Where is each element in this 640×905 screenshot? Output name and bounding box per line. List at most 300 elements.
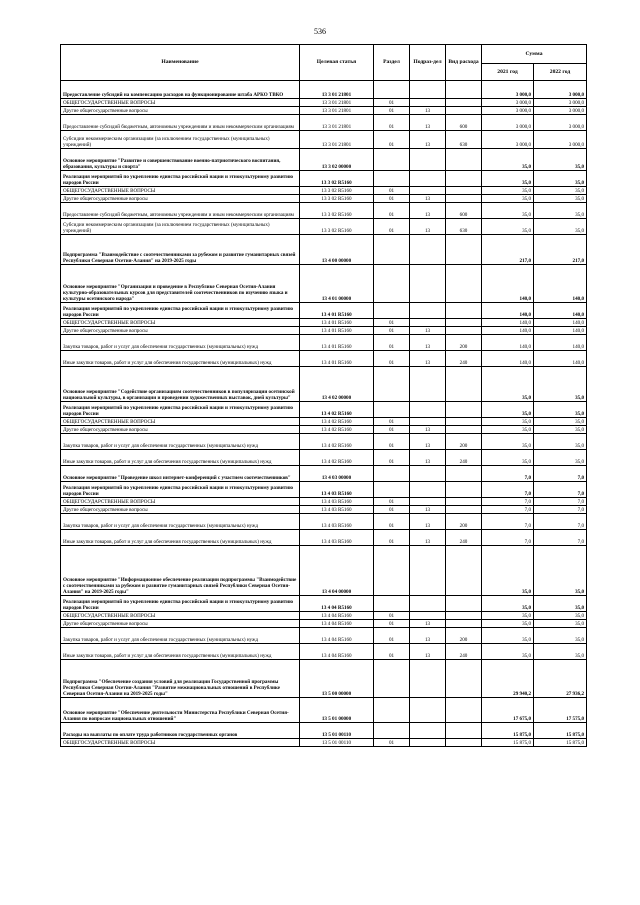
row-expense-type-cell bbox=[446, 187, 482, 195]
row-section-cell: 01 bbox=[374, 131, 410, 149]
row-sum-2021-cell: 35,0 bbox=[482, 620, 534, 628]
row-subsection-cell: 13 bbox=[410, 203, 446, 219]
row-sum-2021-cell: 3 000,0 bbox=[482, 131, 534, 149]
row-target-article-cell: 13 4 04 R5160 bbox=[300, 620, 374, 628]
row-sum-2021-cell: 7,0 bbox=[482, 530, 534, 546]
row-name-cell: Подпрограмма "Обеспечение создания условий для реализации Государственной программы Республики Северная Осетия-Алания "Развитие межнациональных отношений в Республике Северная Осетия-Алания на 2019-2025 годы" bbox=[61, 660, 300, 698]
row-expense-type-cell bbox=[446, 482, 482, 498]
row-sum-2021-cell: 140,0 bbox=[482, 327, 534, 335]
row-name-cell: Другие общегосударственные вопросы bbox=[61, 620, 300, 628]
table-row bbox=[61, 612, 587, 620]
row-section-cell: 01 bbox=[374, 612, 410, 620]
row-sum-2022-cell: 7,0 bbox=[534, 530, 587, 546]
row-section-cell bbox=[374, 149, 410, 171]
row-target-article-cell: 13 3 02 R5160 bbox=[300, 203, 374, 219]
row-expense-type-cell bbox=[446, 265, 482, 303]
row-name-cell: Основное мероприятие "Организация и проведение в Республике Северная Осетия-Алания культурно-образовательных курсов для представителей соотечественников по изучению языка и культуры осетинского народа" bbox=[61, 265, 300, 303]
row-subsection-cell bbox=[410, 187, 446, 195]
row-sum-2022-cell: 27 936,2 bbox=[534, 660, 587, 698]
row-sum-2022-cell: 7,0 bbox=[534, 514, 587, 530]
table-row bbox=[61, 149, 587, 171]
row-sum-2022-cell: 140,0 bbox=[534, 265, 587, 303]
row-section-cell: 01 bbox=[374, 203, 410, 219]
row-subsection-cell: 13 bbox=[410, 628, 446, 644]
table-row bbox=[61, 644, 587, 660]
row-section-cell: 01 bbox=[374, 195, 410, 203]
row-section-cell bbox=[374, 546, 410, 596]
row-expense-type-cell bbox=[446, 612, 482, 620]
row-sum-2022-cell: 7,0 bbox=[534, 506, 587, 514]
row-target-article-cell: 13 3 02 R5160 bbox=[300, 187, 374, 195]
row-expense-type-cell: 200 bbox=[446, 628, 482, 644]
row-sum-2022-cell: 35,0 bbox=[534, 203, 587, 219]
row-section-cell: 01 bbox=[374, 644, 410, 660]
row-subsection-cell: 13 bbox=[410, 450, 446, 466]
row-section-cell: 01 bbox=[374, 219, 410, 235]
row-subsection-cell bbox=[410, 265, 446, 303]
table-row bbox=[61, 514, 587, 530]
row-target-article-cell: 13 5 01 00110 bbox=[300, 723, 374, 739]
row-name-cell: Реализация мероприятий по укреплению единства российской нации и этнокультурному развитию народов России bbox=[61, 171, 300, 187]
row-sum-2021-cell: 35,0 bbox=[482, 612, 534, 620]
row-expense-type-cell bbox=[446, 620, 482, 628]
row-sum-2022-cell: 35,0 bbox=[534, 367, 587, 402]
row-target-article-cell: 13 4 04 R5160 bbox=[300, 628, 374, 644]
table-row bbox=[61, 131, 587, 149]
row-name-cell: Основное мероприятие "Содействие организациям соотечественников в популяризации осетинской национальной культуры, в организации и проведении художественных выставок, дней культуры" bbox=[61, 367, 300, 402]
row-name-cell: Основное мероприятие "Проведение школ интернет-конференций с участием соотечественников" bbox=[61, 466, 300, 482]
row-sum-2022-cell: 7,0 bbox=[534, 466, 587, 482]
row-sum-2021-cell: 35,0 bbox=[482, 426, 534, 434]
row-sum-2022-cell: 3 000,0 bbox=[534, 99, 587, 107]
row-name-cell: Другие общегосударственные вопросы bbox=[61, 506, 300, 514]
row-sum-2022-cell: 35,0 bbox=[534, 219, 587, 235]
row-sum-2022-cell: 140,0 bbox=[534, 335, 587, 351]
row-name-cell: Другие общегосударственные вопросы bbox=[61, 426, 300, 434]
row-target-article-cell: 13 4 04 00000 bbox=[300, 546, 374, 596]
row-name-cell: ОБЩЕГОСУДАРСТВЕННЫЕ ВОПРОСЫ bbox=[61, 418, 300, 426]
row-expense-type-cell: 240 bbox=[446, 351, 482, 367]
row-sum-2021-cell: 35,0 bbox=[482, 402, 534, 418]
row-section-cell bbox=[374, 402, 410, 418]
row-target-article-cell: 13 3 01 21801 bbox=[300, 99, 374, 107]
row-target-article-cell: 13 5 01 00000 bbox=[300, 698, 374, 723]
row-subsection-cell: 13 bbox=[410, 514, 446, 530]
row-subsection-cell bbox=[410, 612, 446, 620]
row-section-cell bbox=[374, 660, 410, 698]
row-section-cell bbox=[374, 81, 410, 99]
row-name-cell: ОБЩЕГОСУДАРСТВЕННЫЕ ВОПРОСЫ bbox=[61, 319, 300, 327]
row-target-article-cell: 13 4 03 R5160 bbox=[300, 506, 374, 514]
row-subsection-cell bbox=[410, 171, 446, 187]
table-row bbox=[61, 187, 587, 195]
row-name-cell: Закупка товаров, работ и услуг для обеспечения государственных (муниципальных) нужд bbox=[61, 514, 300, 530]
row-target-article-cell: 13 4 03 R5160 bbox=[300, 530, 374, 546]
row-expense-type-cell: 630 bbox=[446, 131, 482, 149]
row-subsection-cell bbox=[410, 418, 446, 426]
row-section-cell bbox=[374, 723, 410, 739]
row-section-cell: 01 bbox=[374, 620, 410, 628]
budget-table bbox=[60, 44, 587, 747]
table-row bbox=[61, 660, 587, 698]
row-section-cell: 01 bbox=[374, 187, 410, 195]
row-section-cell: 01 bbox=[374, 514, 410, 530]
row-name-cell: Расходы на выплаты по оплате труда работников государственных органов bbox=[61, 723, 300, 739]
row-subsection-cell bbox=[410, 660, 446, 698]
row-target-article-cell: 13 4 02 R5160 bbox=[300, 450, 374, 466]
row-expense-type-cell: 240 bbox=[446, 644, 482, 660]
table-row bbox=[61, 219, 587, 235]
table-row bbox=[61, 466, 587, 482]
table-row bbox=[61, 402, 587, 418]
row-expense-type-cell: 630 bbox=[446, 219, 482, 235]
row-subsection-cell bbox=[410, 149, 446, 171]
header-year-2022: 2022 год bbox=[534, 64, 587, 81]
row-expense-type-cell bbox=[446, 596, 482, 612]
row-sum-2021-cell: 140,0 bbox=[482, 303, 534, 319]
row-sum-2021-cell: 3 000,0 bbox=[482, 107, 534, 115]
row-subsection-cell: 13 bbox=[410, 426, 446, 434]
row-section-cell: 01 bbox=[374, 498, 410, 506]
row-sum-2022-cell: 35,0 bbox=[534, 187, 587, 195]
row-section-cell: 01 bbox=[374, 628, 410, 644]
row-sum-2021-cell: 140,0 bbox=[482, 265, 534, 303]
row-expense-type-cell bbox=[446, 698, 482, 723]
row-target-article-cell: 13 4 04 R5160 bbox=[300, 596, 374, 612]
row-sum-2021-cell: 17 675,0 bbox=[482, 698, 534, 723]
row-sum-2022-cell: 35,0 bbox=[534, 546, 587, 596]
row-target-article-cell: 13 4 02 R5160 bbox=[300, 418, 374, 426]
row-sum-2022-cell: 35,0 bbox=[534, 195, 587, 203]
row-section-cell: 01 bbox=[374, 115, 410, 131]
row-target-article-cell: 13 4 04 R5160 bbox=[300, 612, 374, 620]
row-section-cell bbox=[374, 265, 410, 303]
row-name-cell: ОБЩЕГОСУДАРСТВЕННЫЕ ВОПРОСЫ bbox=[61, 187, 300, 195]
row-name-cell: Субсидии некоммерческим организациям (за исключением государственных (муниципальных) учреждений) bbox=[61, 131, 300, 149]
row-sum-2022-cell: 217,0 bbox=[534, 235, 587, 265]
header-sum: Сумма bbox=[482, 45, 587, 64]
row-sum-2022-cell: 140,0 bbox=[534, 327, 587, 335]
row-section-cell: 01 bbox=[374, 739, 410, 747]
table-row bbox=[61, 530, 587, 546]
row-subsection-cell: 13 bbox=[410, 131, 446, 149]
row-expense-type-cell: 240 bbox=[446, 530, 482, 546]
table-row bbox=[61, 319, 587, 327]
row-sum-2022-cell: 35,0 bbox=[534, 644, 587, 660]
row-expense-type-cell bbox=[446, 506, 482, 514]
row-sum-2021-cell: 35,0 bbox=[482, 644, 534, 660]
row-sum-2021-cell: 7,0 bbox=[482, 514, 534, 530]
table-row bbox=[61, 482, 587, 498]
row-name-cell: Другие общегосударственные вопросы bbox=[61, 327, 300, 335]
row-sum-2022-cell: 7,0 bbox=[534, 498, 587, 506]
row-subsection-cell bbox=[410, 402, 446, 418]
header-target-article: Целевая статья bbox=[300, 45, 374, 81]
row-subsection-cell bbox=[410, 498, 446, 506]
row-name-cell: Иные закупки товаров, работ и услуг для обеспечения государственных (муниципальных) нужд bbox=[61, 351, 300, 367]
row-subsection-cell: 13 bbox=[410, 506, 446, 514]
row-sum-2022-cell: 15 875,0 bbox=[534, 739, 587, 747]
header-name: Наименование bbox=[61, 45, 300, 81]
row-name-cell: Иные закупки товаров, работ и услуг для обеспечения государственных (муниципальных) нужд bbox=[61, 530, 300, 546]
row-name-cell: ОБЩЕГОСУДАРСТВЕННЫЕ ВОПРОСЫ bbox=[61, 99, 300, 107]
row-subsection-cell: 13 bbox=[410, 219, 446, 235]
header-subsection: Подраз-дел bbox=[410, 45, 446, 81]
row-name-cell: Основное мероприятие "Обеспечение деятельности Министерства Республики Северная Осетия-Алания по вопросам национальных отношений" bbox=[61, 698, 300, 723]
row-target-article-cell: 13 4 04 R5160 bbox=[300, 644, 374, 660]
row-sum-2021-cell: 35,0 bbox=[482, 628, 534, 644]
row-sum-2022-cell: 35,0 bbox=[534, 426, 587, 434]
row-name-cell: Реализация мероприятий по укреплению единства российской нации и этнокультурному развитию народов России bbox=[61, 482, 300, 498]
row-expense-type-cell bbox=[446, 367, 482, 402]
row-expense-type-cell bbox=[446, 327, 482, 335]
row-sum-2021-cell: 3 000,0 bbox=[482, 115, 534, 131]
row-name-cell: Основное мероприятие "Развитие и совершенствование военно-патриотического воспитания, образования, культуры и спорта" bbox=[61, 149, 300, 171]
table-row bbox=[61, 498, 587, 506]
row-subsection-cell bbox=[410, 466, 446, 482]
row-section-cell: 01 bbox=[374, 506, 410, 514]
row-sum-2022-cell: 35,0 bbox=[534, 418, 587, 426]
row-name-cell: Иные закупки товаров, работ и услуг для обеспечения государственных (муниципальных) нужд bbox=[61, 450, 300, 466]
row-expense-type-cell bbox=[446, 426, 482, 434]
row-sum-2021-cell: 35,0 bbox=[482, 434, 534, 450]
row-sum-2022-cell: 17 575,0 bbox=[534, 698, 587, 723]
row-sum-2022-cell: 3 000,0 bbox=[534, 115, 587, 131]
row-subsection-cell bbox=[410, 739, 446, 747]
row-section-cell: 01 bbox=[374, 418, 410, 426]
row-expense-type-cell: 240 bbox=[446, 450, 482, 466]
row-subsection-cell: 13 bbox=[410, 530, 446, 546]
row-expense-type-cell: 600 bbox=[446, 203, 482, 219]
row-subsection-cell bbox=[410, 596, 446, 612]
table-row bbox=[61, 81, 587, 99]
row-name-cell: Предоставление субсидий бюджетным, автономным учреждениям и иным некоммерческим организациям bbox=[61, 203, 300, 219]
table-body bbox=[61, 81, 587, 747]
table-row bbox=[61, 450, 587, 466]
page-number: 536 bbox=[314, 27, 326, 36]
row-section-cell bbox=[374, 482, 410, 498]
row-sum-2021-cell: 140,0 bbox=[482, 319, 534, 327]
table-row bbox=[61, 327, 587, 335]
row-name-cell: ОБЩЕГОСУДАРСТВЕННЫЕ ВОПРОСЫ bbox=[61, 612, 300, 620]
row-name-cell: ОБЩЕГОСУДАРСТВЕННЫЕ ВОПРОСЫ bbox=[61, 498, 300, 506]
row-sum-2021-cell: 7,0 bbox=[482, 466, 534, 482]
row-section-cell: 01 bbox=[374, 327, 410, 335]
row-sum-2022-cell: 35,0 bbox=[534, 171, 587, 187]
row-sum-2022-cell: 15 875,0 bbox=[534, 723, 587, 739]
row-section-cell: 01 bbox=[374, 434, 410, 450]
table-row bbox=[61, 506, 587, 514]
row-name-cell: Иные закупки товаров, работ и услуг для обеспечения государственных (муниципальных) нужд bbox=[61, 644, 300, 660]
row-subsection-cell: 13 bbox=[410, 620, 446, 628]
row-section-cell: 01 bbox=[374, 530, 410, 546]
row-subsection-cell bbox=[410, 319, 446, 327]
row-name-cell: Реализация мероприятий по укреплению единства российской нации и этнокультурному развитию народов России bbox=[61, 596, 300, 612]
row-sum-2022-cell: 35,0 bbox=[534, 149, 587, 171]
row-expense-type-cell bbox=[446, 99, 482, 107]
row-expense-type-cell: 200 bbox=[446, 434, 482, 450]
row-expense-type-cell bbox=[446, 81, 482, 99]
row-subsection-cell: 13 bbox=[410, 115, 446, 131]
row-name-cell: Другие общегосударственные вопросы bbox=[61, 107, 300, 115]
row-target-article-cell: 13 4 03 R5160 bbox=[300, 482, 374, 498]
row-sum-2021-cell: 35,0 bbox=[482, 195, 534, 203]
table-row bbox=[61, 303, 587, 319]
header-expense-type: Вид расхода bbox=[446, 45, 482, 81]
row-section-cell: 01 bbox=[374, 351, 410, 367]
row-section-cell bbox=[374, 171, 410, 187]
row-section-cell bbox=[374, 596, 410, 612]
row-sum-2022-cell: 3 000,0 bbox=[534, 81, 587, 99]
table-row bbox=[61, 335, 587, 351]
row-target-article-cell: 13 4 03 R5160 bbox=[300, 514, 374, 530]
table-row bbox=[61, 426, 587, 434]
row-expense-type-cell bbox=[446, 723, 482, 739]
row-sum-2022-cell: 140,0 bbox=[534, 319, 587, 327]
row-name-cell: Другие общегосударственные вопросы bbox=[61, 195, 300, 203]
table-row bbox=[61, 546, 587, 596]
row-expense-type-cell bbox=[446, 303, 482, 319]
table-row bbox=[61, 203, 587, 219]
table-row bbox=[61, 723, 587, 739]
table-row bbox=[61, 434, 587, 450]
row-expense-type-cell bbox=[446, 149, 482, 171]
row-sum-2021-cell: 7,0 bbox=[482, 506, 534, 514]
row-target-article-cell: 13 4 02 R5160 bbox=[300, 434, 374, 450]
header-year-2021: 2021 год bbox=[482, 64, 534, 81]
row-sum-2021-cell: 15 875,0 bbox=[482, 739, 534, 747]
table-row bbox=[61, 115, 587, 131]
row-name-cell: Реализация мероприятий по укреплению единства российской нации и этнокультурному развитию народов России bbox=[61, 303, 300, 319]
row-subsection-cell: 13 bbox=[410, 107, 446, 115]
header-section: Раздел bbox=[374, 45, 410, 81]
row-sum-2022-cell: 7,0 bbox=[534, 482, 587, 498]
row-subsection-cell bbox=[410, 723, 446, 739]
row-expense-type-cell bbox=[446, 402, 482, 418]
row-section-cell: 01 bbox=[374, 99, 410, 107]
row-target-article-cell: 13 4 01 R5160 bbox=[300, 319, 374, 327]
row-target-article-cell: 13 3 01 21801 bbox=[300, 107, 374, 115]
row-section-cell: 01 bbox=[374, 335, 410, 351]
row-section-cell bbox=[374, 367, 410, 402]
row-name-cell: Закупка товаров, работ и услуг для обеспечения государственных (муниципальных) нужд bbox=[61, 434, 300, 450]
row-target-article-cell: 13 3 02 R5160 bbox=[300, 219, 374, 235]
row-sum-2022-cell: 35,0 bbox=[534, 628, 587, 644]
row-expense-type-cell bbox=[446, 739, 482, 747]
table-row bbox=[61, 698, 587, 723]
row-expense-type-cell bbox=[446, 466, 482, 482]
table-row bbox=[61, 739, 587, 747]
row-sum-2021-cell: 217,0 bbox=[482, 235, 534, 265]
row-target-article-cell: 13 4 03 00000 bbox=[300, 466, 374, 482]
row-sum-2022-cell: 140,0 bbox=[534, 303, 587, 319]
row-sum-2021-cell: 3 000,0 bbox=[482, 99, 534, 107]
row-sum-2022-cell: 35,0 bbox=[534, 612, 587, 620]
row-name-cell: Основное мероприятие "Информационное обеспечение реализации подпрограммы "Взаимодействие с соотечественниками за рубежом и развитие гуманитарных связей Республики Северная Осетия-Алания" на 2019-2025 годы" bbox=[61, 546, 300, 596]
row-subsection-cell bbox=[410, 367, 446, 402]
row-target-article-cell: 13 4 01 R5160 bbox=[300, 303, 374, 319]
row-name-cell: Предоставление субсидий на компенсацию расходов на функционирование штаба АРКО ТВКО bbox=[61, 81, 300, 99]
table-row bbox=[61, 171, 587, 187]
row-sum-2021-cell: 3 000,0 bbox=[482, 81, 534, 99]
row-expense-type-cell: 200 bbox=[446, 335, 482, 351]
table-row bbox=[61, 628, 587, 644]
table-row bbox=[61, 195, 587, 203]
row-target-article-cell: 13 4 02 R5160 bbox=[300, 426, 374, 434]
row-sum-2021-cell: 15 875,0 bbox=[482, 723, 534, 739]
row-target-article-cell: 13 3 01 21801 bbox=[300, 115, 374, 131]
row-name-cell: Закупка товаров, работ и услуг для обеспечения государственных (муниципальных) нужд bbox=[61, 335, 300, 351]
row-subsection-cell bbox=[410, 303, 446, 319]
row-section-cell: 01 bbox=[374, 107, 410, 115]
row-target-article-cell: 13 4 03 R5160 bbox=[300, 498, 374, 506]
row-expense-type-cell: 600 bbox=[446, 115, 482, 131]
table-row bbox=[61, 596, 587, 612]
row-name-cell: Закупка товаров, работ и услуг для обеспечения государственных (муниципальных) нужд bbox=[61, 628, 300, 644]
row-expense-type-cell: 200 bbox=[446, 514, 482, 530]
row-sum-2021-cell: 35,0 bbox=[482, 219, 534, 235]
row-expense-type-cell bbox=[446, 171, 482, 187]
row-section-cell: 01 bbox=[374, 450, 410, 466]
row-subsection-cell bbox=[410, 99, 446, 107]
table-row bbox=[61, 265, 587, 303]
table-row bbox=[61, 367, 587, 402]
row-expense-type-cell bbox=[446, 319, 482, 327]
row-subsection-cell: 13 bbox=[410, 434, 446, 450]
row-sum-2021-cell: 7,0 bbox=[482, 498, 534, 506]
row-subsection-cell bbox=[410, 235, 446, 265]
row-target-article-cell: 13 4 02 00000 bbox=[300, 367, 374, 402]
row-target-article-cell: 13 4 01 00000 bbox=[300, 265, 374, 303]
row-subsection-cell bbox=[410, 482, 446, 498]
table-row bbox=[61, 99, 587, 107]
row-name-cell: Реализация мероприятий по укреплению единства российской нации и этнокультурному развитию народов России bbox=[61, 402, 300, 418]
row-target-article-cell: 13 4 01 R5160 bbox=[300, 327, 374, 335]
row-expense-type-cell bbox=[446, 498, 482, 506]
row-section-cell bbox=[374, 698, 410, 723]
row-sum-2021-cell: 29 940,2 bbox=[482, 660, 534, 698]
row-expense-type-cell bbox=[446, 107, 482, 115]
row-sum-2022-cell: 35,0 bbox=[534, 434, 587, 450]
row-sum-2021-cell: 140,0 bbox=[482, 335, 534, 351]
row-sum-2022-cell: 35,0 bbox=[534, 620, 587, 628]
row-target-article-cell: 13 3 01 21801 bbox=[300, 81, 374, 99]
row-target-article-cell: 13 5 01 00110 bbox=[300, 739, 374, 747]
row-sum-2021-cell: 35,0 bbox=[482, 546, 534, 596]
row-expense-type-cell bbox=[446, 546, 482, 596]
row-section-cell bbox=[374, 303, 410, 319]
row-name-cell: Подпрограмма "Взаимодействие с соотечественниками за рубежом и развитие гуманитарных связей Республики Северная Осетия-Алания" на 2019-2025 годы bbox=[61, 235, 300, 265]
row-sum-2022-cell: 140,0 bbox=[534, 351, 587, 367]
row-target-article-cell: 13 3 02 R5160 bbox=[300, 195, 374, 203]
row-name-cell: Предоставление субсидий бюджетным, автономным учреждениям и иным некоммерческим организациям bbox=[61, 115, 300, 131]
row-subsection-cell bbox=[410, 698, 446, 723]
row-sum-2022-cell: 3 000,0 bbox=[534, 107, 587, 115]
row-subsection-cell bbox=[410, 546, 446, 596]
row-sum-2021-cell: 35,0 bbox=[482, 149, 534, 171]
row-target-article-cell: 13 4 02 R5160 bbox=[300, 402, 374, 418]
row-sum-2021-cell: 35,0 bbox=[482, 171, 534, 187]
row-expense-type-cell bbox=[446, 195, 482, 203]
row-sum-2021-cell: 35,0 bbox=[482, 367, 534, 402]
row-sum-2021-cell: 140,0 bbox=[482, 351, 534, 367]
row-subsection-cell: 13 bbox=[410, 195, 446, 203]
row-subsection-cell: 13 bbox=[410, 351, 446, 367]
row-sum-2021-cell: 7,0 bbox=[482, 482, 534, 498]
row-target-article-cell: 13 3 02 R5160 bbox=[300, 171, 374, 187]
row-target-article-cell: 13 4 00 00000 bbox=[300, 235, 374, 265]
row-sum-2021-cell: 35,0 bbox=[482, 418, 534, 426]
